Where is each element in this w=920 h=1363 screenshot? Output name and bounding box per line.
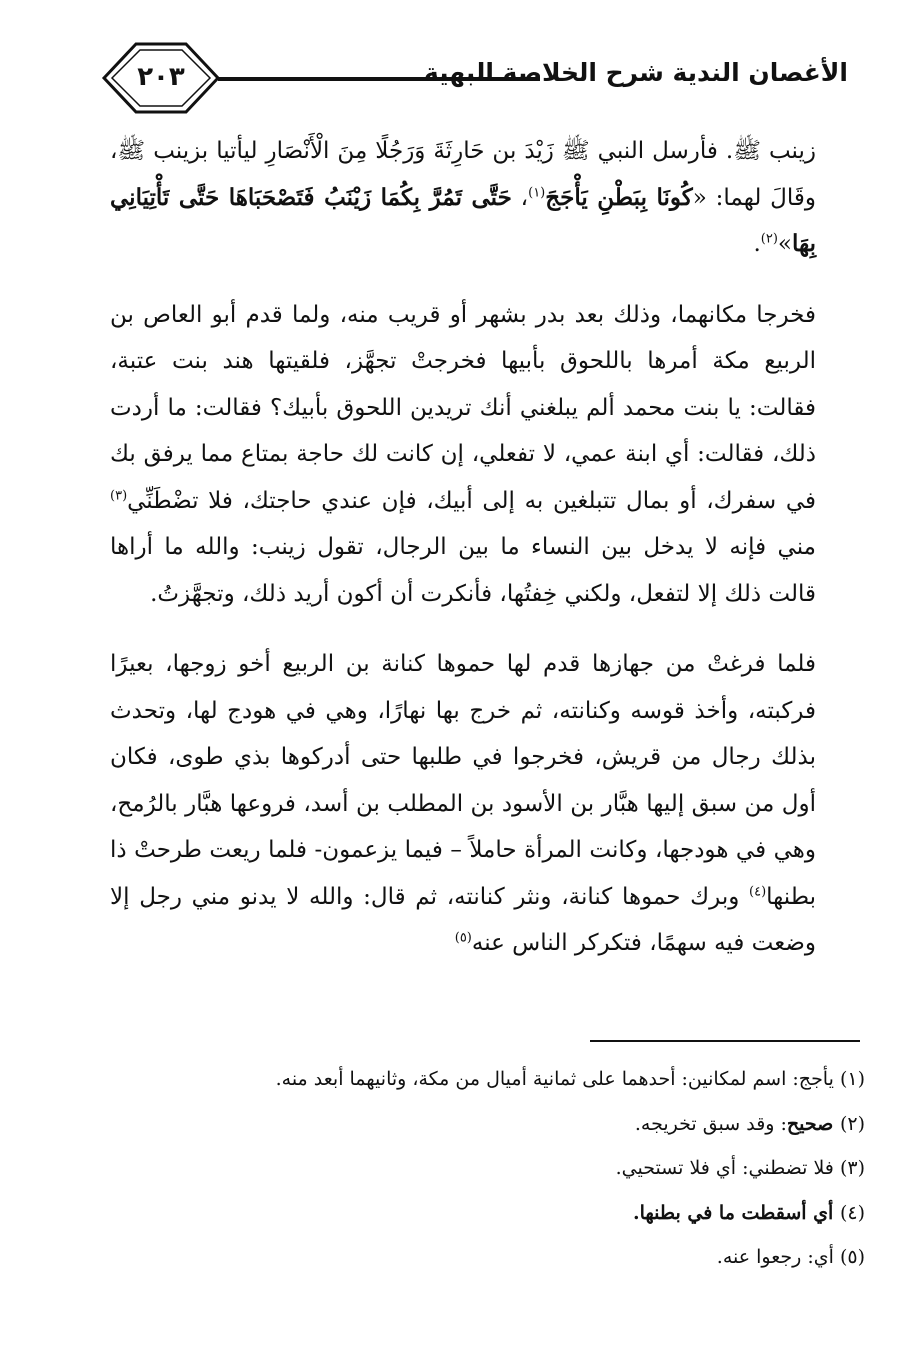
footnote-number: (٤): [839, 1201, 865, 1224]
footnote-text: : وقد سبق تخريجه.: [634, 1112, 787, 1135]
page-number: ٢٠٣: [137, 62, 185, 92]
text-run: .: [753, 231, 761, 257]
paragraph: [110, 641, 816, 967]
page-number-badge: [100, 40, 222, 116]
text-run: »: [777, 231, 792, 257]
footnote-marker: (٢): [760, 231, 778, 247]
footnote: [140, 1064, 865, 1109]
text-run: زينب ﷺ. فأرسل النبي ﷺ زَيْدَ بن حَارِثَةَ وَرَجُلًا مِنَ الْأَنْصَارِ ليأتيا بزينب ﷺ، وقَالَ لهما: «: [110, 138, 816, 211]
footnote-number: (١): [839, 1068, 865, 1090]
text-run: فلما فرغتْ من جهازها قدم لها حموها كنانة بن الربيع أخو زوجها، بعيرًا فركبته، وأخذ قوسه وكنانته، ثم خرج بها نهارًا، وهي في هودج لها، وتحدث بذلك رجال من قريش، فخرجوا في طلبها حتى أدركوها بذي طوى، فكان أول من سبق إليها هبَّار بن الأسود بن المطلب بن أسد، فروعها هبَّار بالرُمح، وهي في هودجها، وكانت المرأة حاملاً – فيما يزعمون- فلما ريعت طرحتْ ذا بطنها: [110, 651, 816, 910]
footnote: [140, 1109, 865, 1154]
footnote-text: أي: رجعوا عنه.: [716, 1246, 840, 1268]
page-header: [100, 40, 860, 110]
footnote-bold-text: صحيح: [786, 1112, 840, 1135]
footnote-marker: (١): [528, 184, 546, 200]
footnote-number: (٥): [839, 1246, 865, 1268]
book-title: الأغصان الندية شرح الخلاصة البهية: [423, 58, 848, 87]
paragraph: [110, 292, 816, 618]
footnote: [140, 1153, 865, 1198]
footnote-number: (٢): [839, 1112, 865, 1135]
hadith-text: حَتَّى تَمُرَّ بِكُمَا زَيْنَبُ فَتَصْحَبَاهَا حَتَّى تَأْتِيَانِي بِهَا: [110, 183, 816, 257]
footnotes: [140, 1064, 865, 1287]
footnote-text: يأجج: اسم لمكانين: أحدهما على ثمانية أميال من مكة، وثانيهما أبعد منه.: [275, 1068, 840, 1090]
footnote-text: فلا تضطني: أي فلا تستحيي.: [615, 1157, 840, 1179]
text-run: وبرك حموها كنانة، ونثر كنانته، ثم قال: والله لا يدنو مني رجل إلا وضعت فيه سهمًا، فتكركر الناس عنه: [110, 883, 816, 956]
main-text: [110, 128, 816, 967]
paragraph: [110, 128, 816, 268]
hadith-text: كُونَا بِبَطْنِ يَأْجَجَ: [545, 183, 693, 211]
footnote-separator: [590, 1040, 860, 1042]
footnote-marker: (٤): [749, 883, 767, 899]
footnote-bold-text: أي أسقطت ما في بطنها.: [633, 1201, 840, 1224]
footnote: [140, 1242, 865, 1287]
footnote-marker: (٥): [454, 930, 472, 946]
text-run: مني فإنه لا يدخل بين النساء ما بين الرجال، تقول زينب: والله ما أراها قالت ذلك إلا لتفعل، ولكني خِفتُها، فأنكرت أن أكون أريد ذلك، وتجهَّزتُ.: [110, 534, 816, 607]
text-run: ،: [511, 184, 529, 211]
footnote-marker: (٣): [110, 487, 128, 503]
footnote: [140, 1198, 865, 1243]
text-run: فخرجا مكانهما، وذلك بعد بدر بشهر أو قريب منه، ولما قدم أبو العاص بن الربيع مكة أمرها باللحوق بأبيها فخرجتْ تجهَّز، فلقيتها هند بنت عتبة، فقالت: يا بنت محمد ألم يبلغني أنك تريدين اللحوق بأبيك؟ فقالت: ما أردت ذلك، فقالت: أي ابنة عمي، لا تفعلي، إن كانت لك حاجة بمتاع مما يرفق بك في سفرك، أو بمال تتبلغين به إلى أبيك، فإن عندي حاجتك، فلا تضْطَنِّي: [110, 301, 816, 514]
footnote-number: (٣): [839, 1157, 865, 1179]
